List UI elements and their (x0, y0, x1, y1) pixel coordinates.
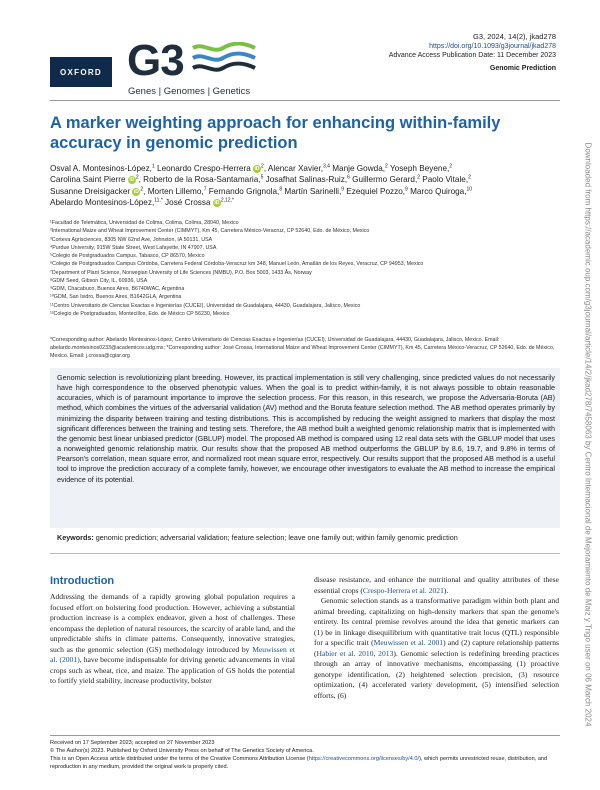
affiliation: ¹²Colegio de Postgraduados, Montecillos, Edo. de México CP 56230, Mexico (50, 310, 230, 317)
affiliation: ¹¹Centro Universitario de Ciencias Exactas e Ingenierías (CUCEI), Universidad de Guadalajara, 44430, Guadalajara, Jalisco, Mexico (50, 302, 361, 309)
article-title: A marker weighting approach for enhancing within-family accuracy in genomic prediction (50, 114, 501, 152)
author[interactable]: Osval A. Montesinos-López, (50, 164, 152, 173)
paragraph-text: ). (443, 585, 449, 595)
g3-wave-icon (191, 42, 257, 76)
introduction-heading: Introduction (50, 575, 115, 587)
affiliation: ⁸GDM Seed, Gibson City, IL, 60936, USA (50, 277, 148, 284)
affiliation: ³Corteva Agrisciences, 8305 NW 62nd Ave, Johnston, IA 50131, USA (50, 236, 213, 243)
affiliation: ²International Maize and Wheat Improvement Center (CIMMYT), Km 45, Carretera México-Veracruz, CP 52640, Edo. de México, Mexico (50, 228, 370, 235)
author[interactable]: Josafhat Salinas-Ruiz, (263, 175, 348, 185)
body-column-left (50, 592, 295, 687)
paragraph-text: ) and (2) capture relationship patterns ( (314, 638, 559, 658)
author[interactable]: , Roberto de la Rosa-Santamaria, (138, 175, 261, 185)
license-note: This is an Open Access article distributed under the terms of the Creative Commons Attribution License (https://creativecommons.org/licenses/by/4.0/), which permits unrestricted reuse, distribution, and reproduction in any medium, provided the original work is properly cited. (50, 756, 548, 770)
correspondence-note: *Corresponding author: Abelardo Montesinos-López, Centro Universitario de Ciencias Exactas e Ingenierías (CUCEI), Universidad de Guadalajara, 44430, Guadalajara, Jalisco, Mexico. Email: abelardo.montesinos0233@academicos.udg.mx; *Corresponding author: José Crossa, International Maize and Wheat Improvement Center (CIMMYT), Km 45, Carretera México-Veracruz, CP 52640, Edo. de México, Mexico. Email: j.crossa@cgiar.org (50, 337, 555, 360)
affiliation: ⁷Department of Plant Science, Norwegian University of Life Sciences (NMBU), P.O. Box 5003, 1433 Ås, Norway (50, 269, 312, 276)
doi-link[interactable]: https://doi.org/10.1093/g3journal/jkad278 (429, 42, 556, 50)
affiliation: ⁹GDM, Chacabuco, Buenos Aires, B6740WAC, Argentina (50, 286, 185, 292)
author[interactable]: Fernando Grignola, (206, 186, 280, 196)
affiliation: ⁵Colegio de Postgraduados Campus, Tabasco, CP 86570, Mexico (50, 253, 205, 259)
received-dates: Received on 17 September 2023; accepted on 27 November 2023 (50, 740, 215, 746)
affiliation: ⁴Purdue University, 915W State Street, West Lafayette, IN 47907, USA (50, 244, 217, 251)
paragraph-text: disease resistance, and enhance the nutritional and quality attributes of these essential crops ( (314, 575, 559, 595)
author[interactable]: Paolo Vitale, (420, 175, 469, 185)
author[interactable]: Martín Sarinelli, (282, 186, 342, 196)
license-link[interactable]: https://creativecommons.org/licenses/by/4.0/ (308, 756, 420, 762)
author[interactable]: Manje Gowda, (329, 164, 386, 173)
g3-logo-subtitle: Genes | Genomes | Genetics (128, 86, 251, 97)
paragraph-text: ). Genomic selection is redefining breeding practices through an array of innovative mechanisms, encompassing (1) proactive genotype identification, (2) heightened selection precision, (3) resource optimization, (4) accelerated variety development, (5) intensified selection efforts, (6) (314, 648, 560, 700)
paragraph-text: , have become indispensable for driving genetic advancements in vital crops such as wheat, rice, and maize. The application of GS holds the potential to fortify yield stability, increase productivity, bolster (50, 655, 295, 685)
author[interactable]: Carolina Saint Pierre (50, 175, 126, 185)
download-watermark: Downloaded from https://academic.oup.com/g3journal/article/14/2/jkad278/7458063 by Centro Internacional de Mejoramiento de Maiz y Trigo user on 06 March 2024 (583, 142, 593, 727)
advance-access-date: Advance Access Publication Date: 11 December 2023 (388, 52, 556, 59)
author[interactable]: Guillermo Gerard, (349, 175, 418, 185)
author[interactable]: Yoseph Beyene, (387, 164, 450, 173)
reference-link[interactable]: Habier et al. 2010, 2013 (316, 648, 394, 658)
keywords-label: Keywords: (57, 533, 94, 542)
orcid-icon[interactable]: iD (129, 177, 135, 184)
header-divider (50, 100, 560, 101)
reference-link[interactable]: Meuwissen et al. 2001 (373, 638, 444, 647)
keywords-list: genomic prediction; adversarial validation; feature selection; leave one family out; within family genomic prediction (93, 533, 458, 542)
reference-link[interactable]: Meuwissen et al. (2001) (50, 644, 295, 664)
keywords (57, 533, 555, 542)
affiliation: ¹Facultad de Telemática, Universidad de Colima, Colima, Colima, 28040, Mexico (50, 220, 239, 226)
article-meta (389, 32, 556, 73)
abstract-divider (50, 553, 560, 554)
citation: G3, 2024, 14(2), jkad278 (473, 32, 556, 41)
author-list: Osval A. Montesinos-López,$^1$ Leonardo Crespo-Herrera iD $^2$, Alencar Xavier,$^{3,4}$ Manje Gowda,$^2$ Yoseph Beyene,$^2$ Carolina Saint Pierre iD $^2$, Roberto de la Rosa-Santamaria,$^5$ Josafhat Salinas-Ruiz,$^6$ Guillermo Gerard,$^2$ Paolo Vitale,$^2$ Susanne Dreisigacker iD $^2$, Morten Lillemo,$^7$ Fernando Grignola,$^8$ Martín Sarinelli,$^9$ Ezequiel Pozzo,$^9$ Marco Quiroga,$^{10}$ Abelardo Montesinos-López,$^{11,*}$ José Crossa iD $^{2,12,*}$ (50, 163, 473, 208)
paragraph-text: Genomic selection stands as a transformative paradigm within both plant and animal breeding, capitalizing on high-density markers that span the genome's entirety. Its central premise revolves around the idea that genetic markers can (1) be in linkage disequilibrium with quantitative trait locus (QTL) responsible for a specific trait ( (314, 596, 559, 647)
author[interactable]: Abelardo Montesinos-López, (50, 198, 155, 208)
body-column-right (314, 575, 559, 701)
section-label: Genomic Prediction (489, 64, 556, 72)
affiliation: ⁶Colegio de Postgraduados Campus Córdoba, Carretera Federal Córdoba-Veracruz km 348, Manuel León, Amatlán de los Reyes, Veracruz, CP 94953, Mexico (50, 261, 424, 268)
author[interactable]: Leonardo Crespo-Herrera (154, 164, 251, 173)
abstract-text: Genomic selection is revolutionizing plant breeding. However, its practical implementation is still very challenging, since predicted values do not necessarily have high correspondence to the observed phenotypic values. When the goal is to predict within-family, it is not always possible to obtain reasonable accuracies, which is of paramount importance to improve the selection process. For this reason, in this research, we propose the Adversaria-Boruta (AB) method, which combines the virtues of the adversarial validation (AV) method and the Boruta feature selection method. The AB method operates primarily by minimizing the disparity between training and testing distributions. This is accomplished by reducing the weight assigned to markers that display the most significant differences between the training and testing sets. Therefore, the AB method built a weighted genomic relationship matrix that is implemented with the genomic best linear unbiased predictor (GBLUP) model. The proposed AB method is compared using 12 real data sets with the GBLUP model that uses a nonweighted genomic relationship matrix. Our results show that the proposed AB method outperforms the GBLUP by 8.6, 19.7, and 9.8% in terms of Pearson's correlation, mean square error, and normalized root mean square error, respectively. Our results support that the proposed AB method is a useful tool to improve the prediction accuracy of a complete family, however, we encourage other investigators to evaluate the AB method to increase the empirical evidence of its potential. (57, 373, 555, 484)
orcid-icon[interactable]: iD (254, 165, 260, 172)
author[interactable]: José Crossa (162, 198, 211, 208)
author[interactable]: Ezequiel Pozzo, (344, 186, 406, 196)
author[interactable]: Susanne Dreisigacker (50, 186, 131, 196)
author[interactable]: Marco Quiroga, (407, 186, 467, 196)
orcid-icon[interactable]: iD (214, 200, 220, 207)
g3-logo-text: G3 (127, 36, 184, 85)
affiliation-list (50, 219, 560, 318)
author[interactable]: , Alencar Xavier, (263, 164, 323, 173)
author[interactable]: , Morten Lillemo, (143, 186, 204, 196)
article-footer (50, 739, 560, 771)
oxford-logo: OXFORD (50, 57, 112, 87)
reference-link[interactable]: Crespo-Herrera et al. 2021 (362, 585, 444, 595)
paragraph-text: Addressing the demands of a rapidly growing global population requires a focused effort on bolstering food production. However, achieving a substantial production increase is a complex endeavor, given a host of challenges. These encompass the depletion of natural resources, the scarcity of arable land, and the unpredictable shifts in climate patterns. Consequently, innovative strategies, such as the genomic selection (GS) methodology introduced by (50, 592, 295, 654)
affiliation: ¹⁰GDM, San Isidro, Buenos Aires, B1642GLA, Argentina (50, 294, 182, 301)
orcid-icon[interactable]: iD (133, 188, 139, 195)
copyright: © The Author(s) 2023. Published by Oxford University Press on behalf of The Genetics Society of America. (50, 748, 314, 754)
footer-divider (50, 735, 560, 736)
g3-journal-logo (127, 36, 257, 98)
